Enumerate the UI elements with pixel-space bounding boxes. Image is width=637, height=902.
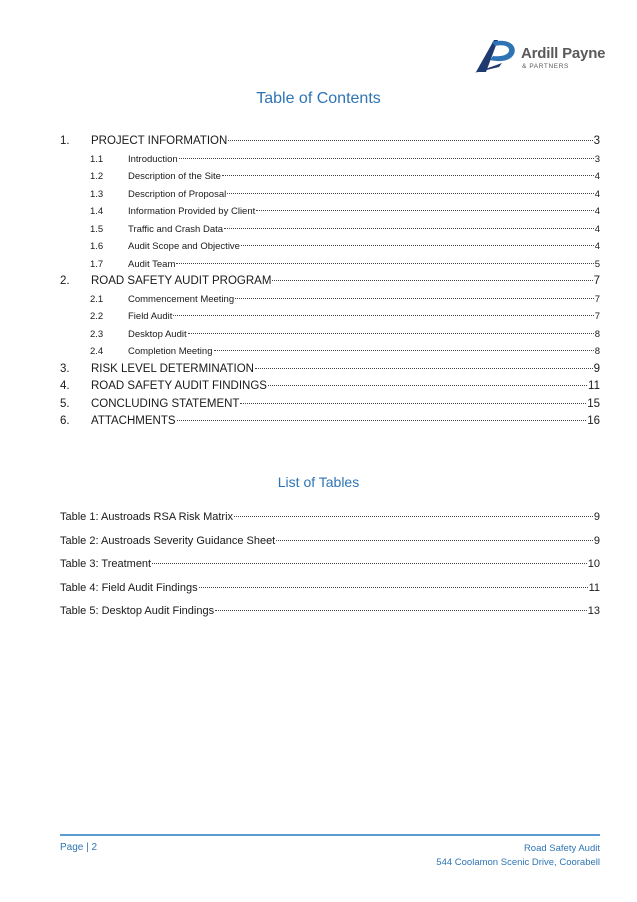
table-list-entry[interactable] bbox=[60, 506, 600, 530]
table-list-entry[interactable] bbox=[60, 530, 600, 554]
toc-dot-leader bbox=[268, 385, 587, 386]
toc-entry-title: RISK LEVEL DETERMINATION bbox=[91, 362, 254, 375]
table-list-dot-leader bbox=[215, 610, 587, 611]
toc-list bbox=[60, 133, 600, 431]
table-list-entry[interactable] bbox=[60, 553, 600, 577]
toc-entry-page: 4 bbox=[594, 188, 600, 200]
toc-dot-leader bbox=[222, 175, 594, 176]
toc-entry-number: 1.1 bbox=[90, 153, 104, 165]
toc-dot-leader bbox=[188, 333, 594, 334]
table-list-entry-title: Table 2: Austroads Severity Guidance Sheet bbox=[60, 534, 276, 547]
toc-entry-title: Audit Scope and Objective bbox=[128, 241, 240, 252]
toc-entry-page: 11 bbox=[588, 380, 600, 392]
table-list-entry-title: Table 1: Austroads RSA Risk Matrix bbox=[60, 511, 234, 523]
footer-doc-title: Road Safety Audit bbox=[523, 843, 600, 854]
toc-dot-leader bbox=[228, 140, 592, 141]
toc-dot-leader bbox=[227, 193, 593, 194]
toc-entry[interactable] bbox=[60, 308, 600, 326]
toc-entry-page: 4 bbox=[594, 206, 600, 217]
toc-entry-number: 2.4 bbox=[90, 346, 104, 357]
toc-entry[interactable] bbox=[60, 413, 600, 431]
toc-dot-leader bbox=[177, 420, 587, 421]
toc-entry-page: 9 bbox=[593, 362, 600, 375]
toc-entry-page: 8 bbox=[594, 346, 600, 357]
table-list-dot-leader bbox=[199, 587, 588, 588]
toc-dot-leader bbox=[255, 368, 593, 369]
table-list-dot-leader bbox=[276, 540, 593, 541]
toc-entry-page: 7 bbox=[593, 275, 600, 287]
toc-entry[interactable] bbox=[60, 151, 600, 169]
toc-entry[interactable] bbox=[60, 203, 600, 221]
toc-entry-page: 7 bbox=[594, 293, 600, 305]
table-list-dot-leader bbox=[152, 563, 587, 564]
toc-entry-number: 4. bbox=[60, 380, 70, 392]
toc-entry-number: 1.5 bbox=[90, 223, 104, 235]
table-list-entry-page: 10 bbox=[587, 558, 600, 570]
toc-dot-leader bbox=[240, 403, 586, 404]
toc-dot-leader bbox=[179, 158, 594, 159]
toc-entry-page: 16 bbox=[587, 415, 600, 427]
toc-entry-page: 3 bbox=[594, 153, 600, 165]
toc-entry[interactable] bbox=[60, 343, 600, 361]
toc-entry-number: 1.7 bbox=[90, 258, 104, 270]
table-list-entry-page: 9 bbox=[593, 511, 600, 523]
table-list-entry-title: Table 3: Treatment bbox=[60, 558, 152, 570]
table-list-entry[interactable] bbox=[60, 577, 600, 601]
toc-entry-title: ROAD SAFETY AUDIT PROGRAM bbox=[91, 275, 272, 287]
toc-entry-title: Description of the Site bbox=[128, 171, 221, 182]
toc-entry-number: 2.1 bbox=[90, 293, 104, 305]
toc-dot-leader bbox=[224, 228, 594, 229]
toc-entry-number: 2.2 bbox=[90, 311, 104, 322]
toc-entry[interactable] bbox=[60, 238, 600, 256]
toc-entry-number: 3. bbox=[60, 362, 70, 375]
toc-entry-title: Information Provided by Client bbox=[128, 206, 256, 217]
footer-page-number: Page | 2 bbox=[60, 842, 98, 853]
toc-entry-title: Desktop Audit bbox=[128, 328, 187, 340]
toc-entry-title: Introduction bbox=[128, 153, 178, 165]
toc-entry-title: ATTACHMENTS bbox=[91, 415, 176, 427]
toc-entry-title: Completion Meeting bbox=[128, 346, 213, 357]
table-list-entry[interactable] bbox=[60, 600, 600, 624]
toc-entry-page: 8 bbox=[594, 328, 600, 340]
toc-entry-number: 6. bbox=[60, 415, 70, 427]
toc-entry-number: 2. bbox=[60, 275, 70, 287]
logo-company-name: Ardill Payne bbox=[521, 45, 606, 62]
toc-entry-title: Traffic and Crash Data bbox=[128, 223, 224, 235]
toc-entry-number: 1. bbox=[60, 135, 70, 147]
toc-entry-page: 5 bbox=[594, 258, 600, 270]
toc-dot-leader bbox=[256, 210, 593, 211]
table-list-entry-page: 11 bbox=[588, 581, 600, 594]
toc-entry-number: 1.4 bbox=[90, 206, 104, 217]
toc-entry[interactable] bbox=[60, 186, 600, 204]
footer-divider bbox=[60, 834, 600, 836]
toc-entry-number: 2.3 bbox=[90, 328, 104, 340]
toc-entry-number: 5. bbox=[60, 397, 70, 410]
footer-doc-info bbox=[436, 842, 600, 870]
toc-entry-title: Description of Proposal bbox=[128, 188, 227, 200]
company-logo bbox=[472, 36, 612, 76]
sail-logo-icon bbox=[472, 36, 520, 74]
toc-entry[interactable] bbox=[60, 133, 600, 151]
table-list-entry-title: Table 4: Field Audit Findings bbox=[60, 581, 198, 594]
table-list-dot-leader bbox=[234, 516, 593, 517]
toc-entry[interactable] bbox=[60, 326, 600, 344]
toc-entry-title: ROAD SAFETY AUDIT FINDINGS bbox=[91, 380, 267, 392]
toc-entry[interactable] bbox=[60, 221, 600, 239]
logo-company-sub: & PARTNERS bbox=[522, 63, 569, 70]
toc-dot-leader bbox=[176, 263, 593, 264]
toc-entry[interactable] bbox=[60, 291, 600, 309]
toc-entry-page: 4 bbox=[594, 223, 600, 235]
toc-dot-leader bbox=[235, 298, 594, 299]
toc-entry-number: 1.3 bbox=[90, 188, 104, 200]
toc-dot-leader bbox=[214, 350, 594, 351]
table-list-entry-title: Table 5: Desktop Audit Findings bbox=[60, 605, 215, 617]
toc-entry[interactable] bbox=[60, 168, 600, 186]
toc-entry-title: PROJECT INFORMATION bbox=[91, 135, 228, 147]
toc-dot-leader bbox=[241, 245, 594, 246]
toc-entry[interactable] bbox=[60, 273, 600, 291]
table-list-entry-page: 9 bbox=[593, 534, 600, 547]
toc-entry-number: 1.6 bbox=[90, 241, 104, 252]
toc-dot-leader bbox=[173, 315, 593, 316]
toc-dot-leader bbox=[272, 280, 592, 281]
table-list-entry-page: 13 bbox=[587, 605, 600, 617]
toc-entry-title: Field Audit bbox=[128, 311, 173, 322]
toc-entry[interactable] bbox=[60, 361, 600, 379]
toc-entry-page: 3 bbox=[593, 135, 600, 147]
toc-entry-title: CONCLUDING STATEMENT bbox=[91, 397, 240, 410]
toc-entry-page: 4 bbox=[594, 241, 600, 252]
toc-entry-page: 4 bbox=[594, 171, 600, 182]
footer-address: 544 Coolamon Scenic Drive, Coorabell bbox=[436, 857, 600, 868]
toc-entry-title: Audit Team bbox=[128, 258, 176, 270]
list-of-tables bbox=[60, 506, 600, 624]
toc-entry[interactable] bbox=[60, 378, 600, 396]
toc-entry[interactable] bbox=[60, 256, 600, 274]
list-of-tables-heading: List of Tables bbox=[277, 474, 360, 490]
toc-entry-title: Commencement Meeting bbox=[128, 293, 235, 305]
toc-heading: Table of Contents bbox=[256, 90, 381, 107]
toc-entry[interactable] bbox=[60, 396, 600, 414]
toc-entry-number: 1.2 bbox=[90, 171, 104, 182]
toc-entry-page: 15 bbox=[587, 397, 600, 410]
toc-entry-page: 7 bbox=[594, 311, 600, 322]
